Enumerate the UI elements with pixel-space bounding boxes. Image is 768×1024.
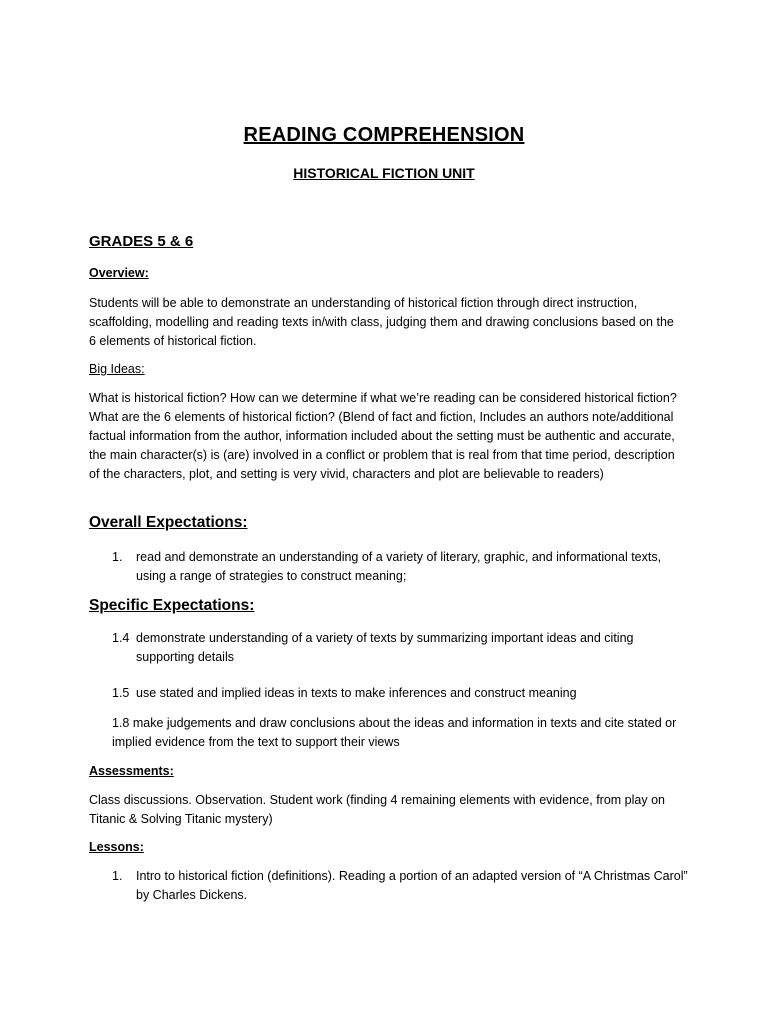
specific-expectation-item xyxy=(112,629,692,667)
overall-expectations-heading: Overall Expectations: xyxy=(89,514,248,531)
grades-heading: GRADES 5 & 6 xyxy=(89,233,194,250)
overview-label: Overview: xyxy=(89,266,149,280)
overview-text: Students will be able to demonstrate an understanding of historical fiction through direct instruction, scaffolding, modelling and reading texts in/with class, judging them and drawing conclusions based on the 6 elements of historical fiction. xyxy=(89,296,674,348)
specific-expectation-item: 1.8 make judgements and draw conclusions about the ideas and information in texts and cite stated or implied evidence from the text to support their views xyxy=(112,716,677,749)
item-text: read and demonstrate an understanding of a variety of literary, graphic, and informational texts, using a range of strategies to construct meaning; xyxy=(136,550,662,583)
specific-expectations-heading: Specific Expectations: xyxy=(89,597,255,614)
item-number: 1.4 xyxy=(112,631,130,645)
item-text: Intro to historical fiction (definitions). Reading a portion of an adapted version of “A Christmas Carol” by Charles Dickens. xyxy=(136,869,688,902)
assessments-label: Assessments: xyxy=(89,764,174,778)
item-text: use stated and implied ideas in texts to make inferences and construct meaning xyxy=(136,686,577,700)
assessments-text: Class discussions. Observation. Student work (finding 4 remaining elements with evidence, from play on Titanic & Solving Titanic mystery) xyxy=(89,793,665,826)
big-ideas-label: Big Ideas: xyxy=(89,362,145,376)
lesson-item xyxy=(112,867,692,905)
item-text: demonstrate understanding of a variety of texts by summarizing important ideas and citing supporting details xyxy=(136,631,634,664)
lessons-label: Lessons: xyxy=(89,840,144,854)
item-number: 1.5 xyxy=(112,686,130,700)
item-number: 1. xyxy=(112,869,123,883)
specific-expectation-item xyxy=(112,684,692,703)
big-ideas-text: What is historical fiction? How can we determine if what we’re reading can be considered historical fiction? What are the 6 elements of historical fiction? (Blend of fact and fiction, Includes an authors note/additional factual information from the author, information included about the setting must be authentic and accurate, the main character(s) is (are) involved in a conflict or problem that is real from that time period, description of the characters, plot, and setting is very vivid, characters and plot are believable to readers) xyxy=(89,391,677,481)
item-number: 1. xyxy=(112,550,123,564)
document-subtitle: HISTORICAL FICTION UNIT xyxy=(293,165,475,181)
document-title: READING COMPREHENSION xyxy=(243,124,525,146)
overall-expectation-item xyxy=(112,548,692,586)
